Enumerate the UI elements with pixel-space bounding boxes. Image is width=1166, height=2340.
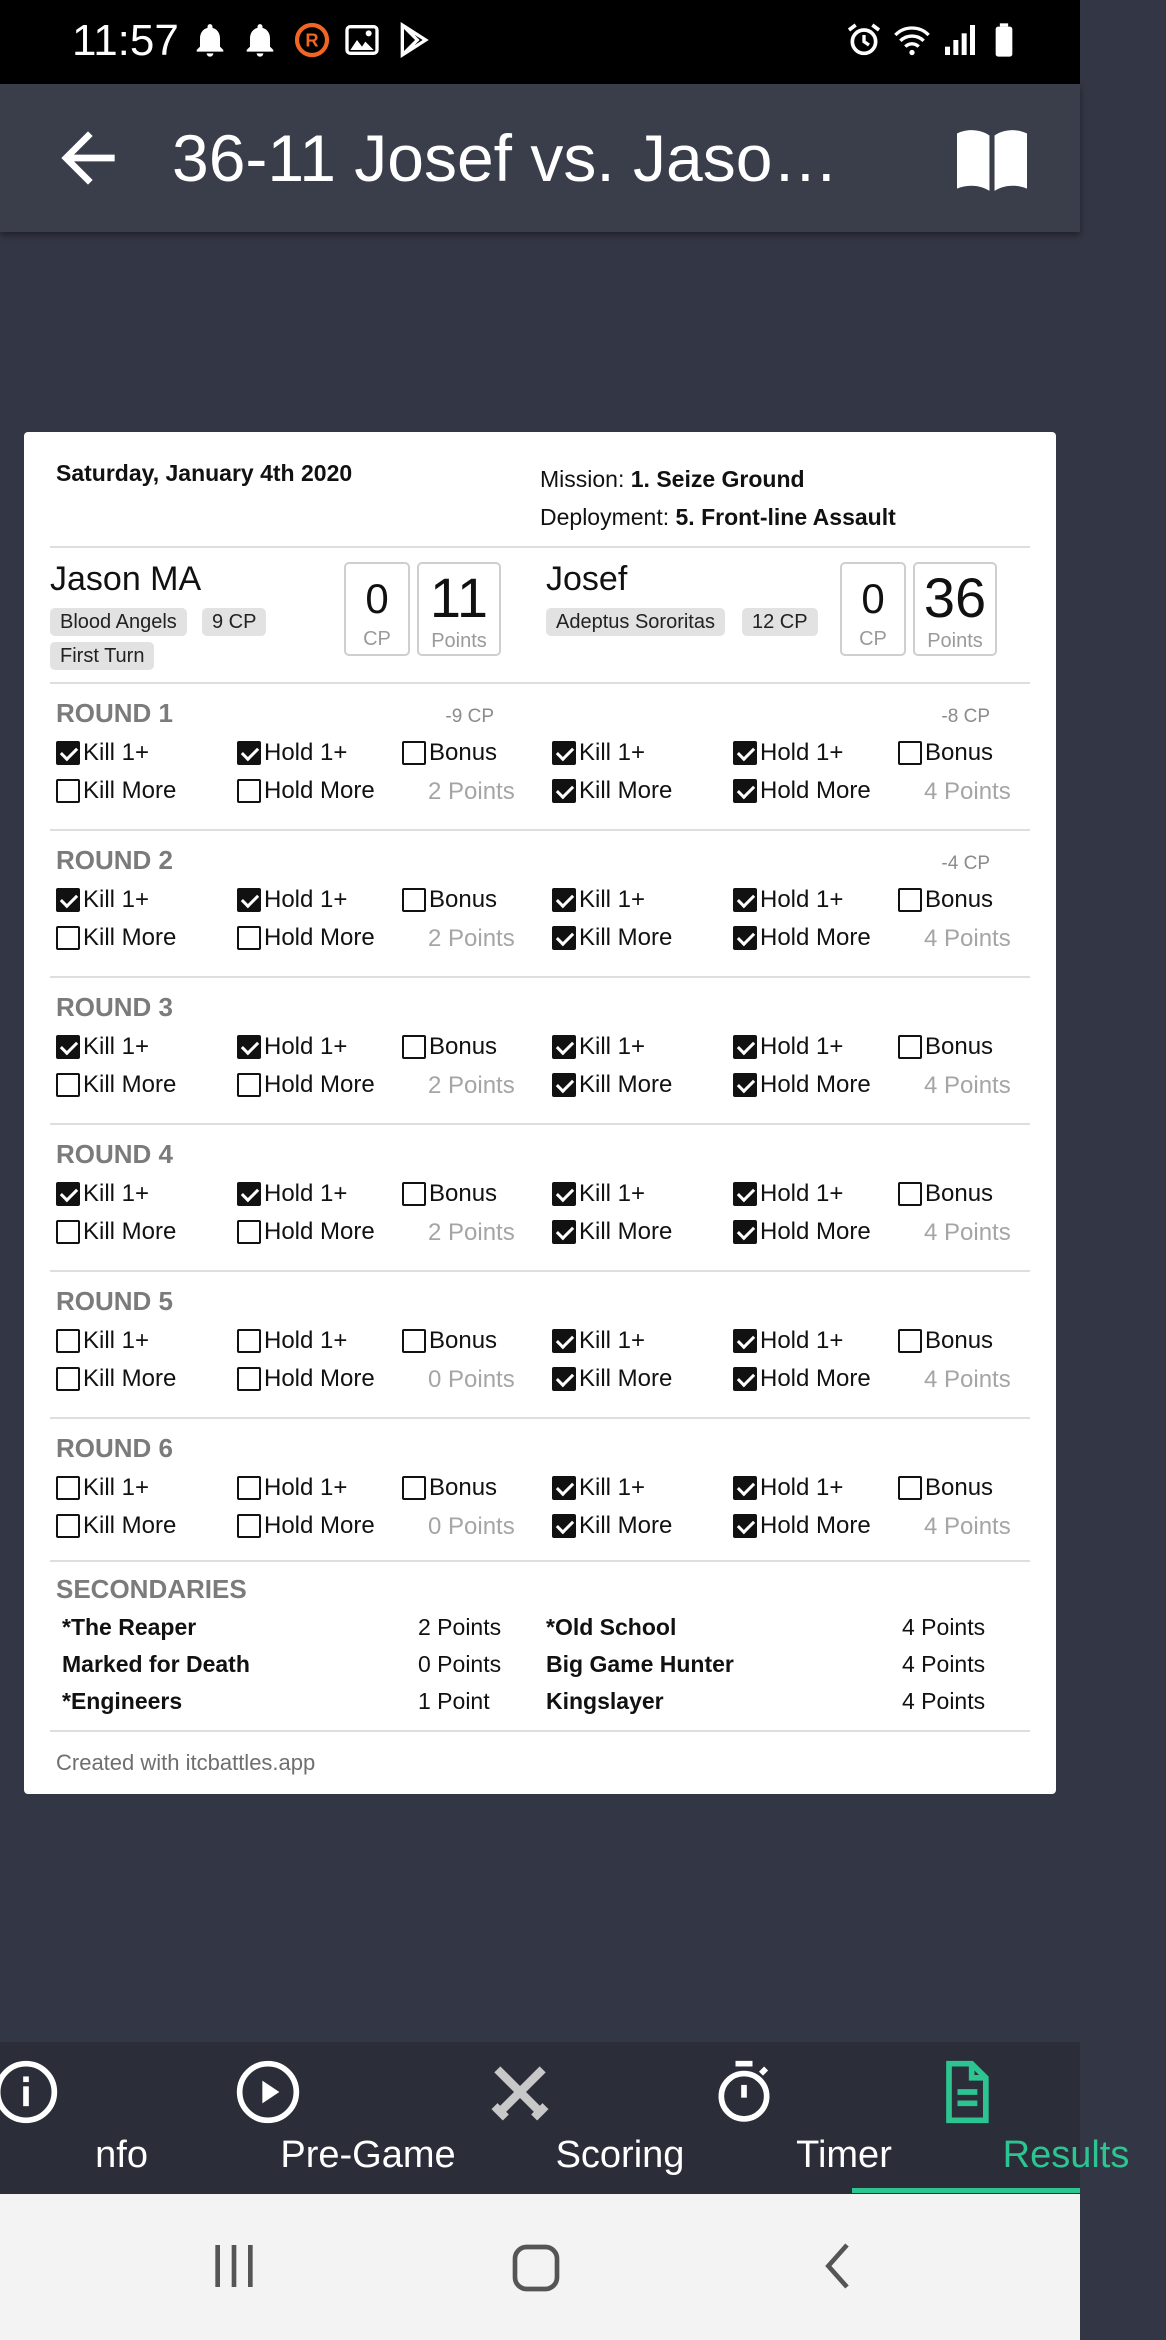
checkbox-label: Kill More [579,1512,673,1539]
checkbox-box[interactable] [237,1367,261,1391]
checkbox-holdmore[interactable] [237,1217,375,1247]
checkbox-box[interactable] [237,926,261,950]
checkbox-hold1[interactable] [733,1326,843,1356]
player1-round-points: 2 Points [428,1072,515,1099]
checkbox-label: Bonus [429,886,498,913]
checkbox-box[interactable] [552,1514,576,1538]
mission-value: 1. Seize Ground [630,466,805,492]
secondary-points: 4 Points [902,1614,986,1640]
checkbox-label: Hold More [760,1218,871,1245]
checkbox-label: Bonus [925,1033,994,1060]
checkbox-label: Bonus [925,1327,994,1354]
checkbox-bonus[interactable] [402,1032,497,1062]
checkbox-label: Hold 1+ [264,1180,348,1207]
system-nav-bar [0,2194,1080,2340]
checkbox-label: Kill More [83,777,177,804]
checkbox-box[interactable] [56,1329,80,1353]
checkbox-box[interactable] [552,1182,576,1206]
system-back-icon[interactable] [812,2238,868,2294]
checkbox-label: Hold More [264,777,375,804]
checkbox-label: Bonus [429,1033,498,1060]
checkbox-hold1[interactable] [733,885,843,915]
player2-round-points: 4 Points [924,925,1011,952]
checkbox-label: Kill More [579,924,673,951]
checkbox-hold1[interactable] [237,738,347,768]
checkbox-box[interactable] [237,741,261,765]
checkbox-label: Kill More [83,1365,177,1392]
divider [50,1123,1030,1125]
checkbox-bonus[interactable] [898,738,993,768]
checkbox-box[interactable] [237,779,261,803]
player2-points-value: 36 [923,566,987,629]
checkbox-box[interactable] [237,1035,261,1059]
checkbox-bonus[interactable] [402,738,497,768]
checkbox-box[interactable] [733,1476,757,1500]
checkbox-kill1[interactable] [56,1473,149,1503]
secondary-points: 0 Points [418,1651,502,1677]
checkbox-hold1[interactable] [733,1032,843,1062]
checkbox-box[interactable] [237,1514,261,1538]
checkbox-box[interactable] [56,1476,80,1500]
checkbox-bonus[interactable] [898,1326,993,1356]
secondary-name: *Old School [546,1614,677,1640]
checkbox-label: Hold More [264,1071,375,1098]
checkbox-label: Hold 1+ [264,1474,348,1501]
recent-apps-icon[interactable] [206,2238,262,2294]
player2-round-cp: -4 CP [941,853,990,874]
checkbox-killmore[interactable] [552,1070,672,1100]
player2-cp-badge: 12 CP [742,608,818,636]
checkbox-box[interactable] [56,1220,80,1244]
checkbox-box[interactable] [402,1476,426,1500]
divider [50,1560,1030,1562]
player1-cp-box [344,562,410,656]
tab-pre-game[interactable] [168,2042,456,2194]
checkbox-label: Hold 1+ [264,1033,348,1060]
checkbox-box[interactable] [56,779,80,803]
player1-first-turn-badge: First Turn [50,642,154,670]
checkbox-label: Kill More [579,1365,673,1392]
checkbox-kill1[interactable] [56,1032,149,1062]
checkbox-bonus[interactable] [402,1326,497,1356]
checkbox-box[interactable] [56,1367,80,1391]
checkbox-label: Hold More [760,1512,871,1539]
player1-cp-label: CP [363,628,391,650]
checkbox-box[interactable] [237,1220,261,1244]
checkbox-label: Bonus [429,1327,498,1354]
checkbox-kill1[interactable] [56,738,149,768]
info-icon [0,2058,60,2126]
app-bar [0,84,1080,232]
player1-faction-badge: Blood Angels [50,608,187,636]
checkbox-box[interactable] [552,1476,576,1500]
play-store-icon [394,20,434,60]
player2-name: Josef [546,560,628,598]
checkbox-label: Hold More [264,1365,375,1392]
round-title: ROUND 4 [56,1139,174,1169]
checkbox-box[interactable] [733,926,757,950]
divider [50,829,1030,831]
divider [50,1730,1030,1732]
secondaries-title: SECONDARIES [56,1574,247,1604]
secondary-name: Big Game Hunter [546,1651,734,1677]
checkbox-box[interactable] [552,1367,576,1391]
secondary-points: 4 Points [902,1651,986,1677]
back-arrow-icon[interactable] [48,118,128,198]
checkbox-label: Bonus [925,886,994,913]
checkbox-label: Kill More [579,1218,673,1245]
book-icon[interactable] [952,124,1032,194]
play-circle-icon [234,2058,302,2126]
checkbox-box[interactable] [552,1073,576,1097]
checkbox-box[interactable] [733,1182,757,1206]
checkbox-killmore[interactable] [552,776,672,806]
checkbox-kill1[interactable] [56,885,149,915]
checkbox-label: Hold More [264,1218,375,1245]
player2-round-points: 4 Points [924,1366,1011,1393]
checkbox-label: Hold More [760,1365,871,1392]
player2-round-points: 4 Points [924,1072,1011,1099]
tab-results-label: Results [1002,2134,1130,2176]
footer-credit: Created with itcbattles.app [56,1750,316,1775]
checkbox-label: Hold 1+ [760,1180,844,1207]
checkbox-box[interactable] [898,1476,922,1500]
checkbox-kill1[interactable] [552,1179,645,1209]
checkbox-box[interactable] [237,1476,261,1500]
player2-cp-value: 0 [861,575,885,622]
secondary-points: 2 Points [418,1614,502,1640]
match-date: Saturday, January 4th 2020 [56,460,353,486]
checkbox-label: Hold 1+ [264,1327,348,1354]
secondary-name: *The Reaper [62,1614,197,1640]
checkbox-box[interactable] [552,779,576,803]
checkbox-label: Kill 1+ [83,1474,150,1501]
checkbox-label: Kill 1+ [579,1033,646,1060]
checkbox-killmore[interactable] [56,923,176,953]
checkbox-holdmore[interactable] [237,923,375,953]
checkbox-holdmore[interactable] [733,1364,871,1394]
document-icon [932,2058,1000,2126]
checkbox-bonus[interactable] [898,1032,993,1062]
checkbox-holdmore[interactable] [237,1364,375,1394]
signal-icon [940,20,980,60]
checkbox-holdmore[interactable] [733,776,871,806]
checkbox-holdmore[interactable] [733,923,871,953]
checkbox-box[interactable] [552,888,576,912]
player2-round-points: 4 Points [924,1219,1011,1246]
checkbox-label: Bonus [925,1180,994,1207]
checkbox-label: Kill 1+ [579,1327,646,1354]
checkbox-box[interactable] [898,888,922,912]
checkbox-box[interactable] [402,741,426,765]
status-time: 11:57 [72,16,179,65]
checkbox-holdmore[interactable] [237,1511,375,1541]
round-title: ROUND 3 [56,992,174,1022]
checkbox-kill1[interactable] [552,885,645,915]
status-bar [0,0,1080,84]
bottom-nav [0,2042,1130,2194]
checkbox-killmore[interactable] [56,1070,176,1100]
divider [50,1270,1030,1272]
checkbox-box[interactable] [237,1329,261,1353]
checkbox-label: Bonus [429,1180,498,1207]
tab-pre-game-label: Pre-Game [280,2134,456,2176]
checkbox-label: Kill More [83,1218,177,1245]
checkbox-killmore[interactable] [552,1511,672,1541]
mission-info [540,460,896,536]
checkbox-box[interactable] [552,1220,576,1244]
player2-cp-label: CP [859,628,887,650]
checkbox-kill1[interactable] [552,1032,645,1062]
battery-icon [984,20,1024,60]
divider [50,546,1030,548]
checkbox-hold1[interactable] [237,1473,347,1503]
player1-cp-badge: 9 CP [202,608,266,636]
divider [50,1417,1030,1419]
checkbox-label: Kill 1+ [83,1327,150,1354]
checkbox-label: Hold More [264,924,375,951]
checkbox-kill1[interactable] [56,1179,149,1209]
player1-round-points: 0 Points [428,1513,515,1540]
checkbox-box[interactable] [733,1367,757,1391]
tab-scoring[interactable] [420,2042,685,2194]
checkbox-box[interactable] [56,1073,80,1097]
checkbox-hold1[interactable] [733,738,843,768]
checkbox-label: Hold 1+ [760,1474,844,1501]
checkbox-box[interactable] [898,1182,922,1206]
checkbox-label: Hold 1+ [760,886,844,913]
tab-info[interactable] [0,2042,148,2194]
checkbox-label: Kill 1+ [579,739,646,766]
checkbox-bonus[interactable] [898,1473,993,1503]
round-title: ROUND 6 [56,1433,174,1463]
checkbox-box[interactable] [237,888,261,912]
checkbox-box[interactable] [56,888,80,912]
checkbox-box[interactable] [733,779,757,803]
checkbox-box[interactable] [56,1514,80,1538]
tab-timer-label: Timer [796,2134,892,2176]
checkbox-label: Bonus [429,739,498,766]
checkbox-kill1[interactable] [552,738,645,768]
secondary-name: Kingslayer [546,1688,664,1714]
checkbox-label: Hold 1+ [264,739,348,766]
secondary-points: 1 Point [418,1688,490,1714]
deployment-value: 5. Front-line Assault [675,504,896,530]
checkbox-label: Bonus [429,1474,498,1501]
checkbox-box[interactable] [552,741,576,765]
checkbox-box[interactable] [552,1329,576,1353]
checkbox-label: Hold 1+ [760,739,844,766]
checkbox-bonus[interactable] [898,1179,993,1209]
checkbox-box[interactable] [237,1073,261,1097]
checkbox-killmore[interactable] [552,923,672,953]
checkbox-bonus[interactable] [402,1179,497,1209]
player2-points-label: Points [927,630,983,652]
checkbox-box[interactable] [552,1035,576,1059]
checkbox-label: Hold More [760,777,871,804]
player2-round-cp: -8 CP [941,706,990,727]
player2-points-box [913,562,997,656]
checkbox-box[interactable] [56,1182,80,1206]
player1-round-points: 2 Points [428,1219,515,1246]
checkbox-box[interactable] [898,741,922,765]
checkbox-kill1[interactable] [552,1473,645,1503]
checkbox-box[interactable] [237,1182,261,1206]
results-card [24,432,1056,1794]
notification-bell-icon [190,20,230,60]
checkbox-box[interactable] [402,888,426,912]
tab-info-label: nfo [95,2134,148,2176]
checkbox-holdmore[interactable] [733,1217,871,1247]
player1-points-label: Points [431,630,487,652]
player2-round-points: 4 Points [924,778,1011,805]
player1-round-points: 2 Points [428,778,515,805]
mission-label: Mission: [540,466,625,492]
app-notification-icon [292,20,332,60]
secondary-name: Marked for Death [62,1651,250,1677]
secondary-name: *Engineers [62,1688,183,1714]
checkbox-box[interactable] [56,741,80,765]
round-title: ROUND 2 [56,845,174,875]
page-title: 36-11 Josef vs. Jaso… [172,121,839,195]
checkbox-box[interactable] [733,741,757,765]
checkbox-box[interactable] [56,926,80,950]
checkbox-box[interactable] [733,888,757,912]
active-tab-indicator [852,2188,1080,2193]
checkbox-label: Kill 1+ [83,886,150,913]
checkbox-killmore[interactable] [56,1364,176,1394]
checkbox-label: Bonus [925,1474,994,1501]
checkbox-label: Kill More [83,1512,177,1539]
tab-results[interactable] [866,2042,1130,2194]
wifi-icon [892,20,932,60]
checkbox-bonus[interactable] [898,885,993,915]
checkbox-killmore[interactable] [56,776,176,806]
checkbox-box[interactable] [898,1329,922,1353]
player1-round-points: 2 Points [428,925,515,952]
checkbox-box[interactable] [402,1182,426,1206]
checkbox-label: Hold 1+ [760,1033,844,1060]
divider [50,682,1030,684]
player1-round-points: 0 Points [428,1366,515,1393]
checkbox-killmore[interactable] [552,1217,672,1247]
checkbox-label: Kill 1+ [579,886,646,913]
checkbox-holdmore[interactable] [237,776,375,806]
checkbox-hold1[interactable] [237,1032,347,1062]
checkbox-box[interactable] [733,1220,757,1244]
secondary-points: 4 Points [902,1688,986,1714]
checkbox-label: Kill 1+ [579,1180,646,1207]
tab-timer[interactable] [644,2042,892,2194]
checkbox-box[interactable] [733,1035,757,1059]
checkbox-label: Kill 1+ [83,1033,150,1060]
checkbox-box[interactable] [733,1514,757,1538]
checkbox-box[interactable] [733,1073,757,1097]
checkbox-killmore[interactable] [56,1217,176,1247]
tab-scoring-label: Scoring [555,2134,685,2176]
checkbox-label: Kill More [579,777,673,804]
player1-cp-value: 0 [365,575,389,622]
checkbox-holdmore[interactable] [237,1070,375,1100]
checkbox-hold1[interactable] [733,1179,843,1209]
round-title: ROUND 5 [56,1286,174,1316]
stopwatch-icon [710,2058,778,2126]
checkbox-box[interactable] [733,1329,757,1353]
checkbox-label: Kill More [83,1071,177,1098]
player1-round-cp: -9 CP [445,706,494,727]
checkbox-kill1[interactable] [552,1326,645,1356]
checkbox-label: Kill 1+ [579,1474,646,1501]
checkbox-label: Hold More [760,924,871,951]
checkbox-label: Hold 1+ [264,886,348,913]
checkbox-box[interactable] [552,926,576,950]
player2-cp-box [840,562,906,656]
checkbox-box[interactable] [56,1035,80,1059]
checkbox-bonus[interactable] [402,885,497,915]
checkbox-killmore[interactable] [552,1364,672,1394]
checkbox-label: Hold More [264,1512,375,1539]
checkbox-box[interactable] [898,1035,922,1059]
divider [50,976,1030,978]
checkbox-hold1[interactable] [733,1473,843,1503]
player1-points-value: 11 [429,566,489,629]
notification-bell-icon [240,20,280,60]
player1-points-box [417,562,501,656]
checkbox-label: Kill 1+ [83,1180,150,1207]
checkbox-killmore[interactable] [56,1511,176,1541]
checkbox-label: Kill 1+ [83,739,150,766]
checkbox-kill1[interactable] [56,1326,149,1356]
checkbox-hold1[interactable] [237,885,347,915]
checkbox-label: Kill More [83,924,177,951]
image-icon [342,20,382,60]
alarm-icon [844,20,884,60]
checkbox-box[interactable] [402,1035,426,1059]
checkbox-label: Bonus [925,739,994,766]
swords-icon [486,2058,554,2126]
home-icon[interactable] [508,2240,564,2296]
player2-faction-badge: Adeptus Sororitas [546,608,725,636]
checkbox-label: Hold More [760,1071,871,1098]
checkbox-holdmore[interactable] [733,1511,871,1541]
checkbox-bonus[interactable] [402,1473,497,1503]
checkbox-label: Kill More [579,1071,673,1098]
player1-name: Jason MA [50,560,202,598]
svg-text:R: R [305,29,319,51]
player2-round-points: 4 Points [924,1513,1011,1540]
checkbox-hold1[interactable] [237,1179,347,1209]
checkbox-box[interactable] [402,1329,426,1353]
round-title: ROUND 1 [56,698,174,728]
checkbox-holdmore[interactable] [733,1070,871,1100]
checkbox-label: Hold 1+ [760,1327,844,1354]
deployment-label: Deployment: [540,504,670,530]
checkbox-hold1[interactable] [237,1326,347,1356]
